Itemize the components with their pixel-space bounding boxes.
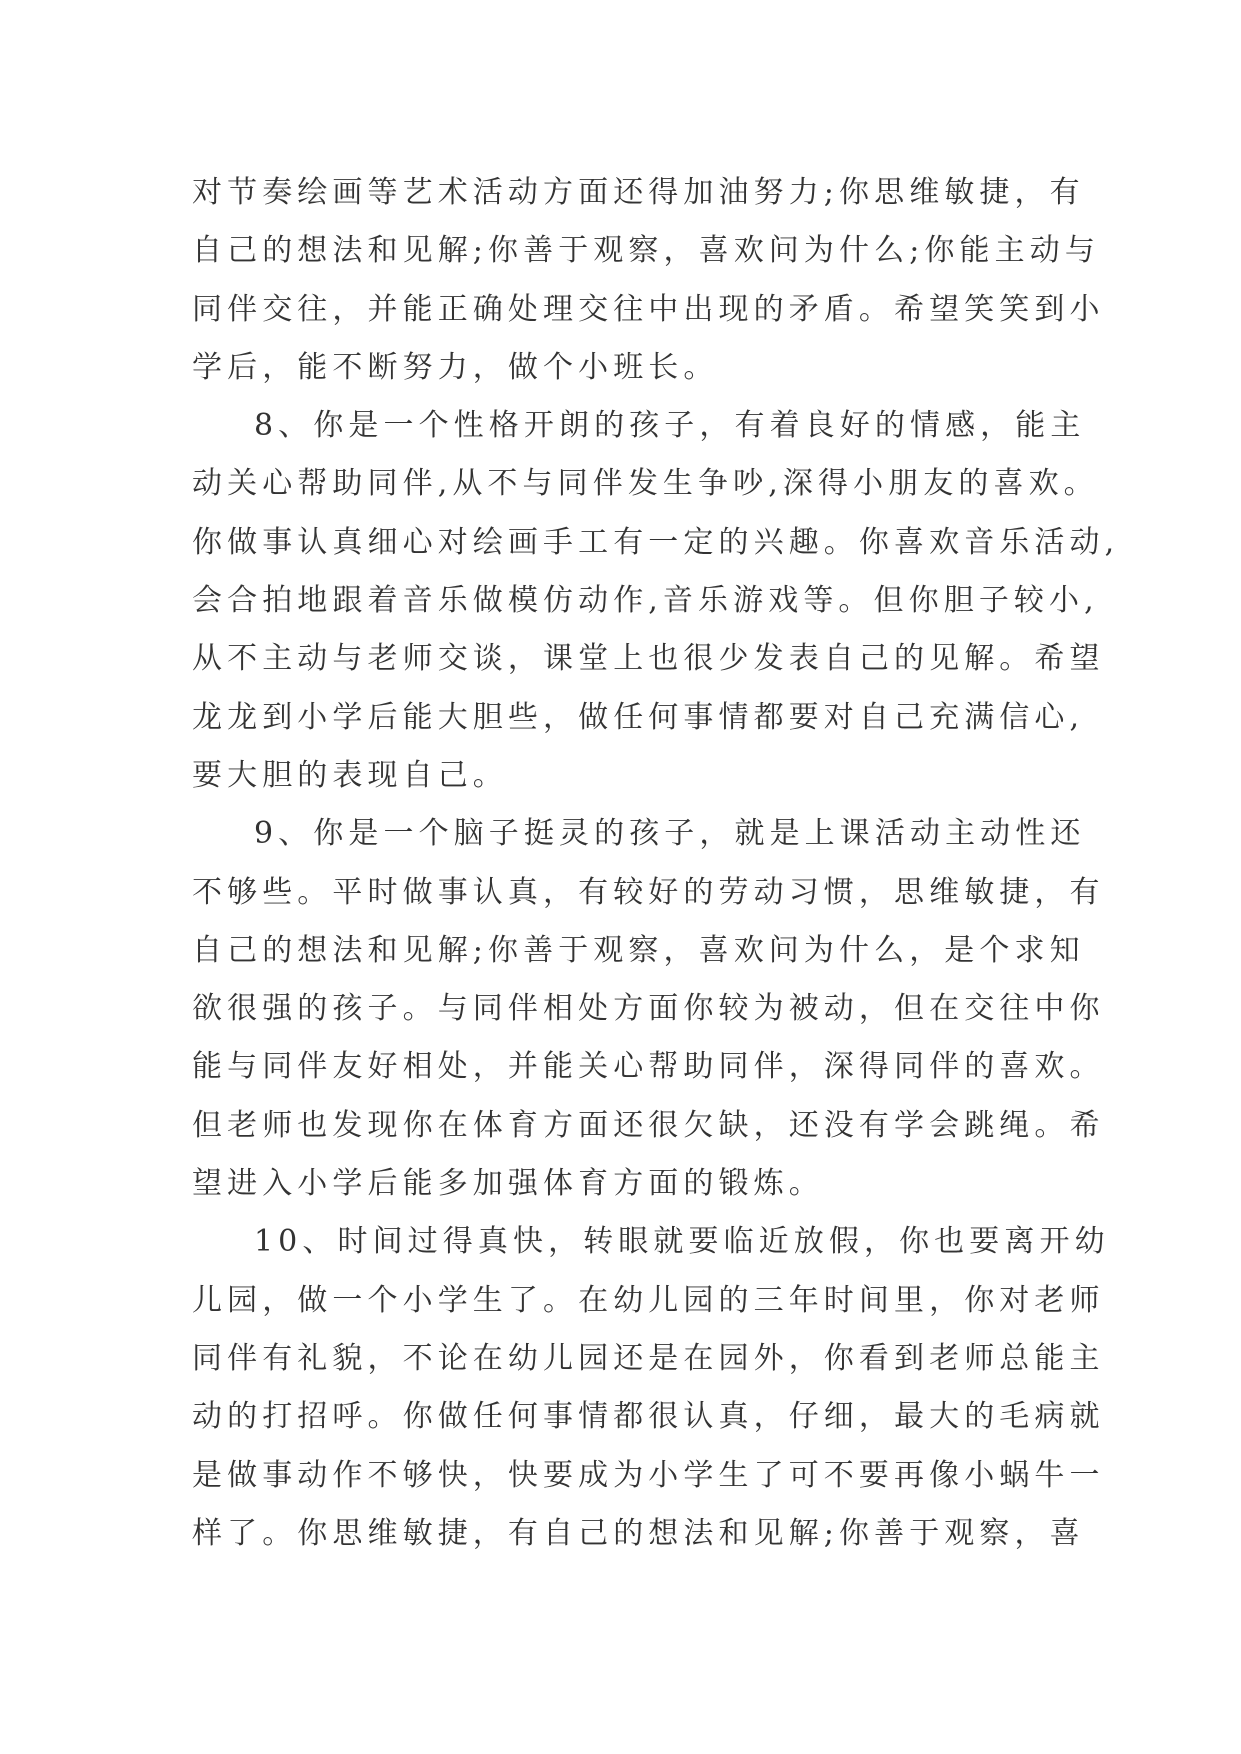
- text-line: 自己的想法和见解;你善于观察，喜欢问为什么，是个求知: [192, 932, 1085, 968]
- text-line: 儿园，做一个小学生了。在幼儿园的三年时间里，你对老师: [192, 1282, 1105, 1318]
- paragraph-start-line: 9、你是一个脑子挺灵的孩子，就是上课活动主动性还: [254, 816, 1086, 852]
- document-body: [192, 164, 1120, 1563]
- text-line: 是做事动作不够快，快要成为小学生了可不要再像小蜗牛一: [192, 1457, 1105, 1493]
- text-line: 欲很强的孩子。与同伴相处方面你较为被动，但在交往中你: [192, 991, 1105, 1027]
- text-line: 自己的想法和见解;你善于观察，喜欢问为什么;你能主动与: [192, 233, 1100, 269]
- text-line: 不够些。平时做事认真，有较好的劳动习惯，思维敏捷，有: [192, 874, 1105, 910]
- text-line: 要大胆的表现自己。: [192, 757, 508, 793]
- text-line: 你做事认真细心对绘画手工有一定的兴趣。你喜欢音乐活动,: [192, 524, 1120, 560]
- text-line: 同伴有礼貌，不论在幼儿园还是在园外，你看到老师总能主: [192, 1340, 1105, 1376]
- text-line: 但老师也发现你在体育方面还很欠缺，还没有学会跳绳。希: [192, 1107, 1105, 1143]
- text-line: 龙龙到小学后能大胆些，做任何事情都要对自己充满信心,: [192, 699, 1085, 735]
- paragraph-start-line: 10、时间过得真快，转眼就要临近放假，你也要离开幼: [254, 1224, 1110, 1260]
- text-line: 能与同伴友好相处，并能关心帮助同伴，深得同伴的喜欢。: [192, 1049, 1105, 1085]
- text-line: 会合拍地跟着音乐做模仿动作,音乐游戏等。但你胆子较小,: [192, 583, 1099, 619]
- text-line: 望进入小学后能多加强体育方面的锻炼。: [192, 1166, 824, 1202]
- text-line: 同伴交往，并能正确处理交往中出现的矛盾。希望笑笑到小: [192, 291, 1105, 327]
- text-line: 动关心帮助同伴,从不与同伴发生争吵,深得小朋友的喜欢。: [192, 466, 1099, 502]
- text-line: 从不主动与老师交谈，课堂上也很少发表自己的见解。希望: [192, 641, 1105, 677]
- text-line: 学后，能不断努力，做个小班长。: [192, 349, 719, 385]
- paragraph-start-line: 8、你是一个性格开朗的孩子，有着良好的情感，能主: [254, 408, 1086, 444]
- text-line: 对节奏绘画等艺术活动方面还得加油努力;你思维敏捷，有: [192, 175, 1085, 210]
- text-line: 样了。你思维敏捷，有自己的想法和见解;你善于观察，喜: [192, 1515, 1085, 1551]
- text-line: 动的打招呼。你做任何事情都很认真，仔细，最大的毛病就: [192, 1399, 1105, 1435]
